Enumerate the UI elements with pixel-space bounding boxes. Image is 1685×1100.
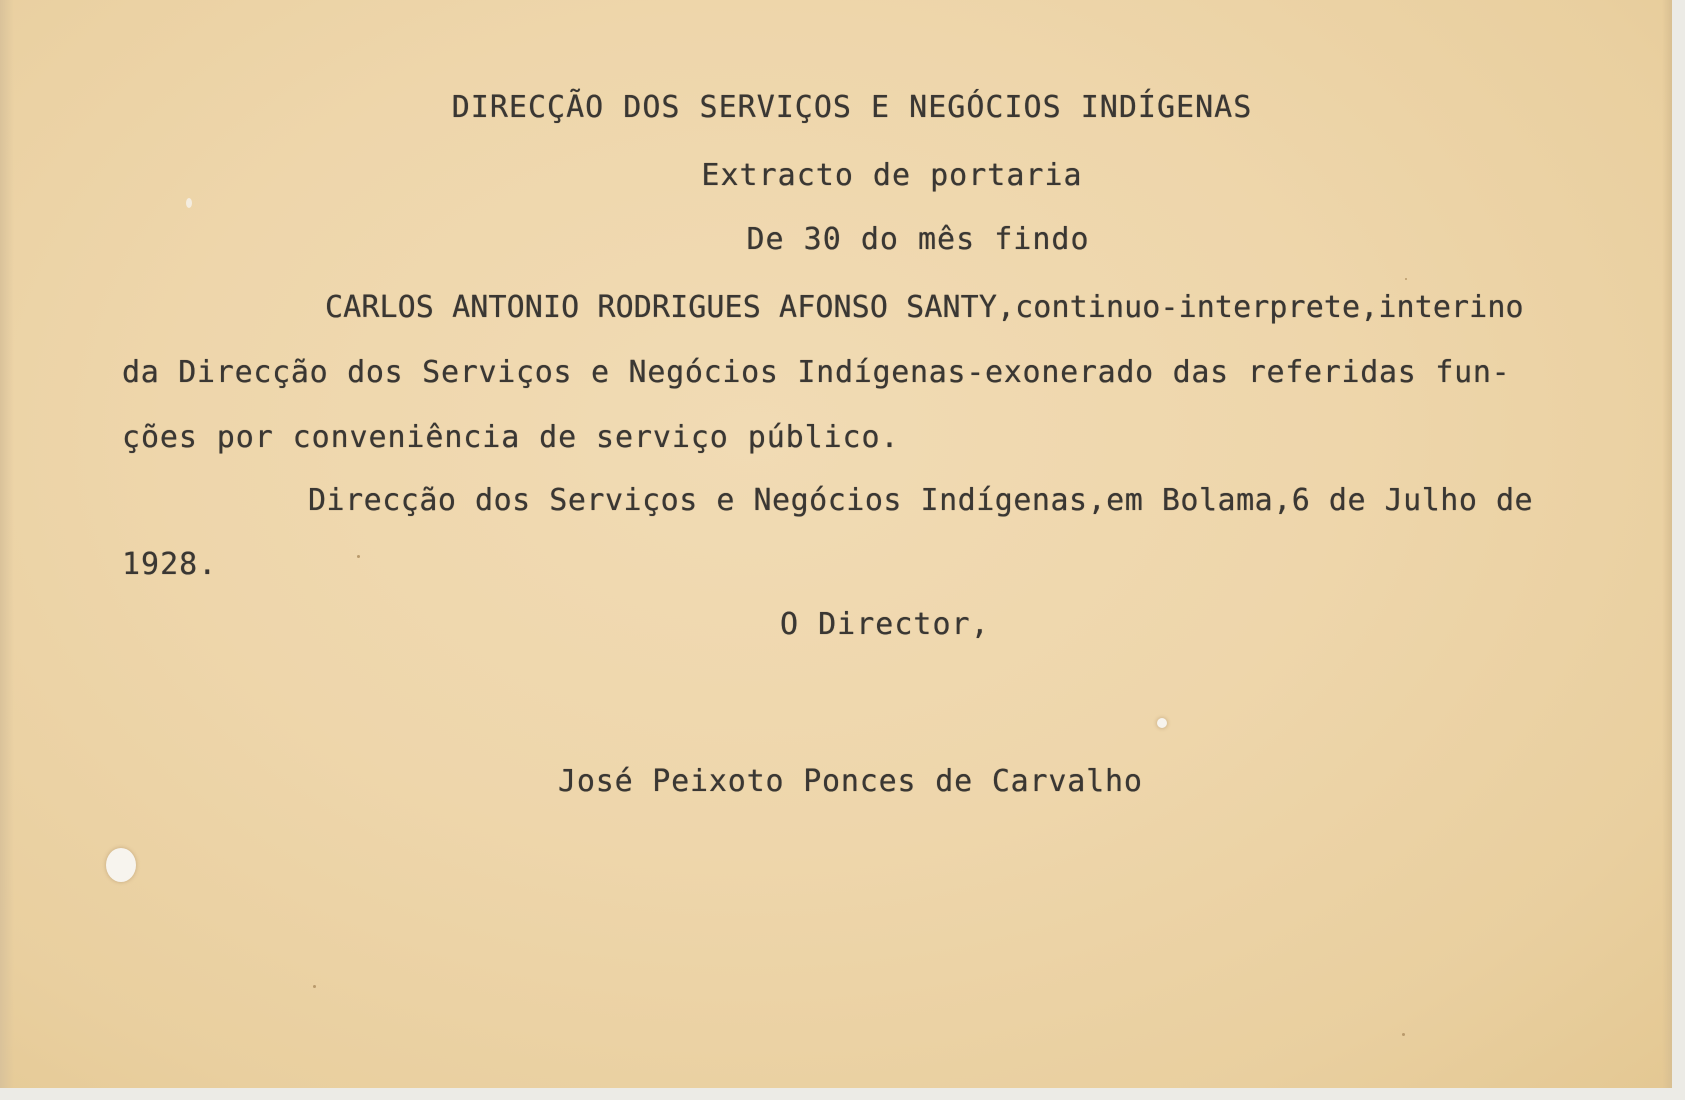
body-line-2: da Direcção dos Serviços e Negócios Indígenas-exonerado das referidas fun- [122, 355, 1511, 390]
body-line-3: ções por conveniência de serviço público. [122, 420, 900, 455]
paper-speck [186, 198, 192, 208]
paper-speck [1402, 1033, 1405, 1036]
document-date-line: De 30 do mês findo [746, 222, 1090, 257]
punch-hole [106, 848, 136, 882]
document-subheader: Extracto de portaria [701, 158, 1083, 193]
paper-speck [1405, 278, 1407, 280]
paper-speck [313, 985, 316, 988]
signature-name: José Peixoto Ponces de Carvalho [558, 764, 1143, 799]
body-line-5: 1928. [122, 547, 218, 582]
paper-speck [357, 555, 360, 558]
document-header: DIRECÇÃO DOS SERVIÇOS E NEGÓCIOS INDÍGENAS [451, 90, 1253, 125]
paper-blemish [1157, 718, 1167, 728]
body-line-4: Direcção dos Serviços e Negócios Indígenas,em Bolama,6 de Julho de [308, 483, 1534, 518]
body-line-1: CARLOS ANTONIO RODRIGUES AFONSO SANTY,continuo-interprete,interino [325, 290, 1524, 325]
closing-line: O Director, [780, 607, 990, 642]
